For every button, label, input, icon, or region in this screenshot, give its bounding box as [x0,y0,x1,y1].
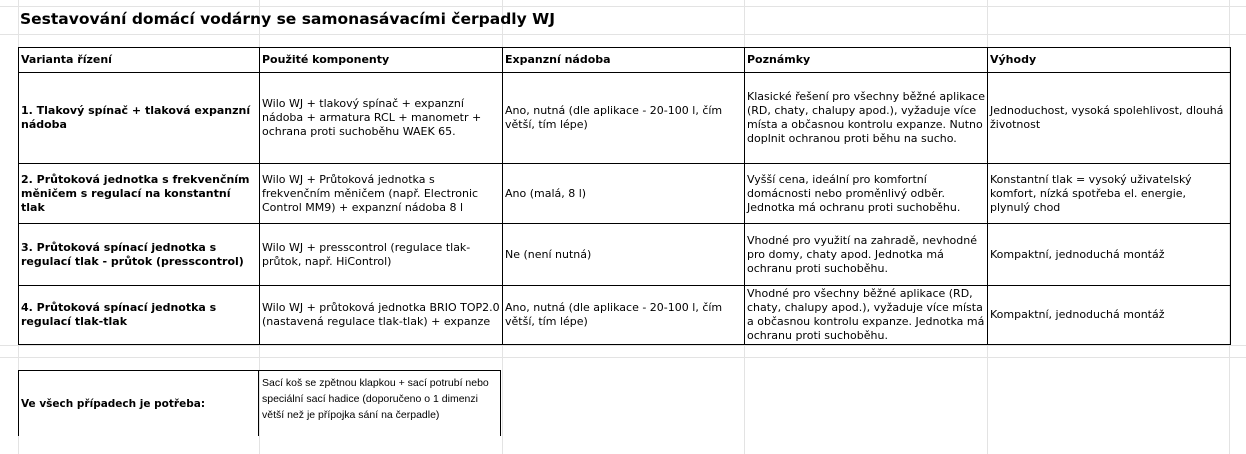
cell-notes[interactable]: Klasické řešení pro všechny běžné aplikace (RD, chaty, chalupy apod.), vyžaduje více místa a občasnou kontrolu expanze. Nutno doplnit ochranou proti běhu na sucho. [745,73,988,164]
cell-advantages[interactable]: Kompaktní, jednoduchá montáž [988,286,1231,345]
header-cell-notes[interactable]: Poznámky [745,48,988,73]
footer-requirements[interactable]: Sací koš se zpětnou klapkou + sací potrubí nebo speciální sací hadice (doporučeno o 1 dimenzi větší než je přípojka sání na čerpadle) [258,370,501,436]
header-cell-components[interactable]: Použité komponenty [260,48,503,73]
cell-variant[interactable]: 4. Průtoková spínací jednotka s regulací tlak-tlak [19,286,260,345]
footer-label-text: Ve všech případech je potřeba: [21,397,206,410]
header-cell-advantages[interactable]: Výhody [988,48,1231,73]
cell-advantages[interactable]: Konstantní tlak = vysoký uživatelský komfort, nízká spotřeba el. energie, plynulý chod [988,164,1231,224]
cell-expansion[interactable]: Ano, nutná (dle aplikace - 20-100 l, čím větší, tím lépe) [503,286,745,345]
cell-components[interactable]: Wilo WJ + presscontrol (regulace tlak-průtok, např. HiControl) [260,224,503,286]
variants-table [18,47,1231,345]
cell-expansion[interactable]: Ano (malá, 8 l) [503,164,745,224]
header-cell-variant[interactable]: Varianta řízení [19,48,260,73]
cell-variant[interactable]: 2. Průtoková jednotka s frekvenčním měničem s regulací na konstantní tlak [19,164,260,224]
table-row [19,73,1231,164]
cell-advantages[interactable]: Kompaktní, jednoduchá montáž [988,224,1231,286]
cell-notes[interactable]: Vhodné pro všechny běžné aplikace (RD, chaty, chalupy apod.), vyžaduje více místa a občasnou kontrolu expanze. Jednotka má ochranu proti suchoběhu. [745,286,988,345]
cell-variant[interactable]: 1. Tlakový spínač + tlaková expanzní nádoba [19,73,260,164]
table-row [19,286,1231,345]
gridline [0,357,1246,358]
cell-expansion[interactable]: Ne (není nutná) [503,224,745,286]
cell-components[interactable]: Wilo WJ + průtoková jednotka BRIO TOP2.0 (nastavená regulace tlak-tlak) + expanze [260,286,503,345]
cell-notes[interactable]: Vyšší cena, ideální pro komfortní domácnosti nebo proměnlivý odběr. Jednotka má ochranu proti suchoběhu. [745,164,988,224]
header-cell-expansion[interactable]: Expanzní nádoba [503,48,745,73]
footer-label[interactable] [18,370,258,436]
cell-components[interactable]: Wilo WJ + tlakový spínač + expanzní nádoba + armatura RCL + manometr + ochrana proti suchoběhu WAEK 65. [260,73,503,164]
cell-advantages[interactable]: Jednoduchost, vysoká spolehlivost, dlouhá životnost [988,73,1231,164]
gridline [0,34,1246,35]
cell-expansion[interactable]: Ano, nutná (dle aplikace - 20-100 l, čím větší, tím lépe) [503,73,745,164]
table-row [19,224,1231,286]
table-header-row [19,48,1231,73]
cell-components[interactable]: Wilo WJ + Průtoková jednotka s frekvenčním měničem (např. Electronic Control MM9) + expanzní nádoba 8 l [260,164,503,224]
sheet-title: Sestavování domácí vodárny se samonasávacími čerpadly WJ [20,10,555,28]
gridline [0,345,1246,346]
cell-notes[interactable]: Vhodné pro využití na zahradě, nevhodné pro domy, chaty apod. Jednotka má ochranu proti suchoběhu. [745,224,988,286]
cell-variant[interactable]: 3. Průtoková spínací jednotka s regulací tlak - průtok (presscontrol) [19,224,260,286]
table-row [19,164,1231,224]
gridline [0,6,1246,7]
